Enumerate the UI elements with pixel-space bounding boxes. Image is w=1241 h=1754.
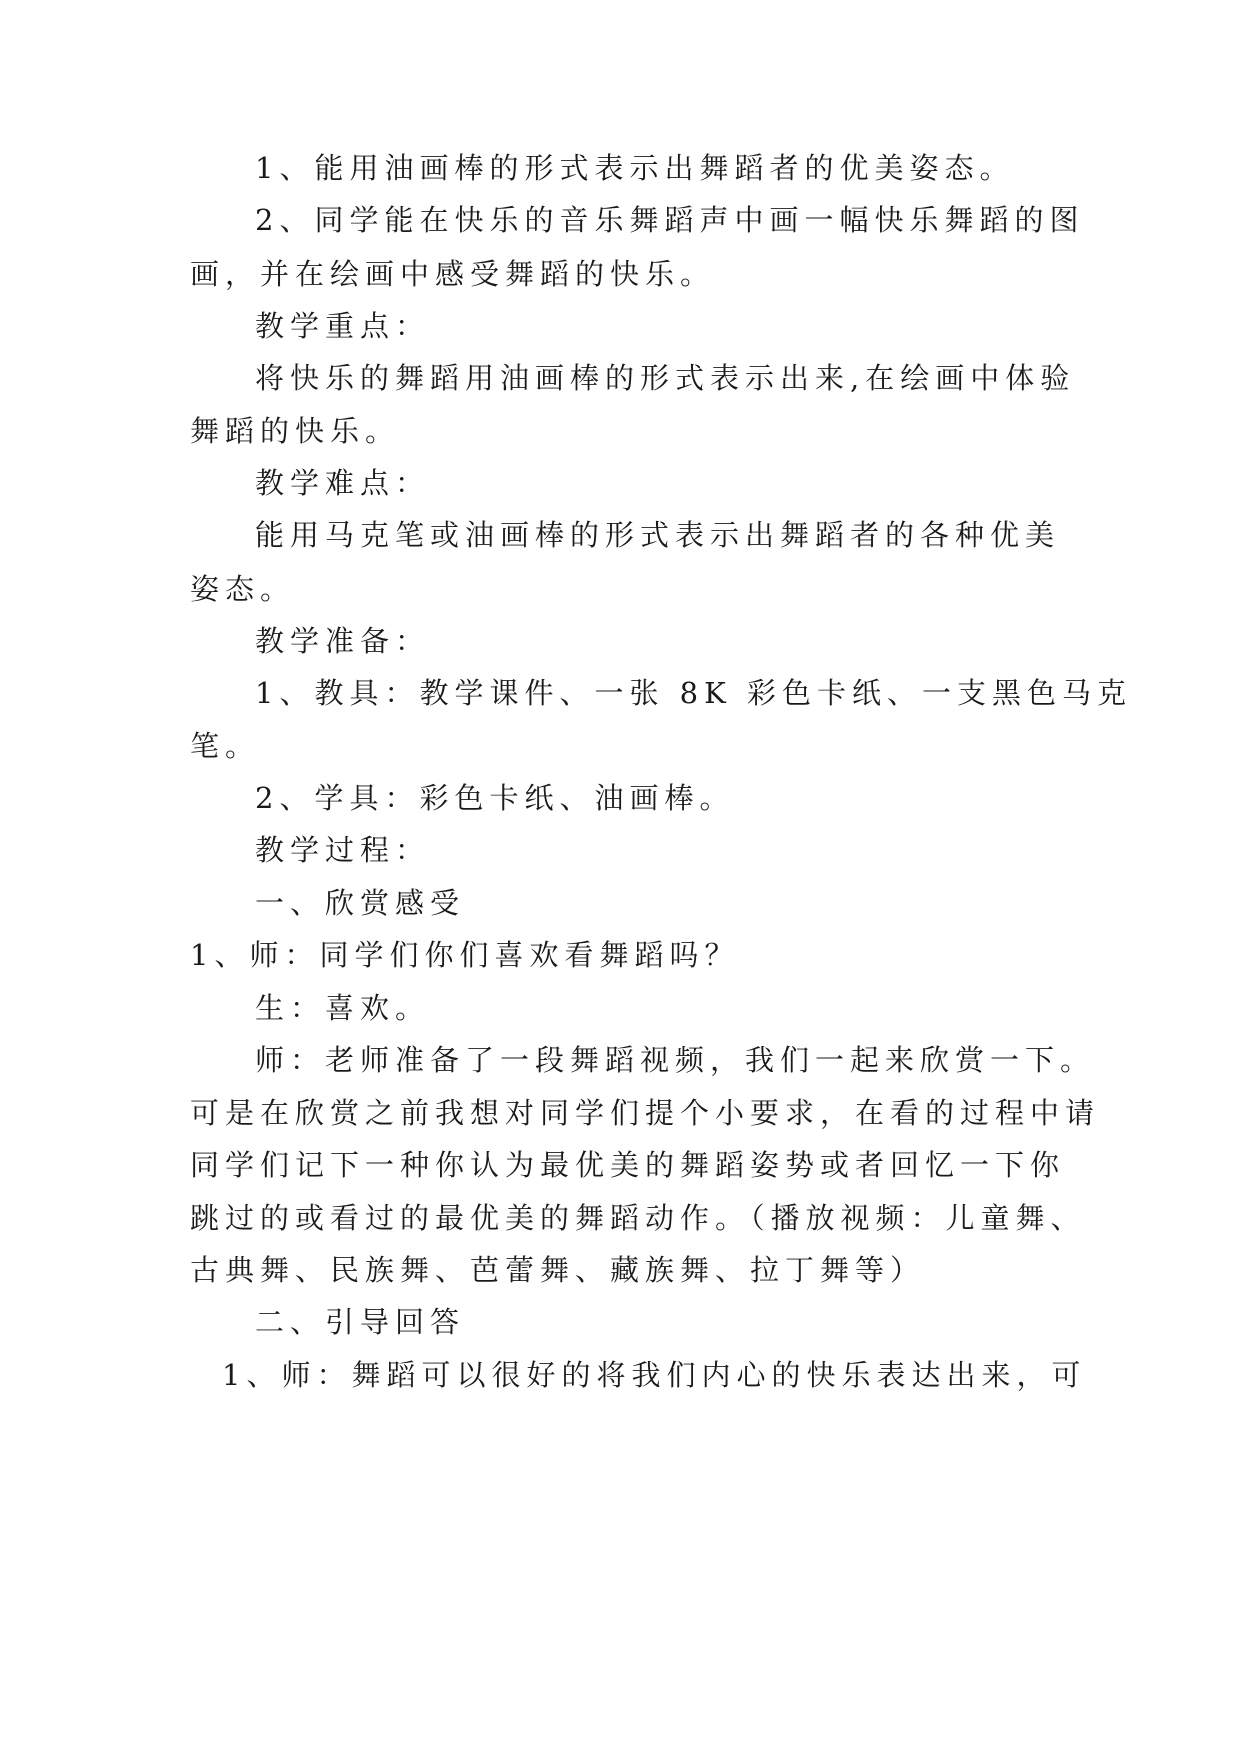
text-line: 1、师：舞蹈可以很好的将我们内心的快乐表达出来，可	[222, 1358, 1087, 1392]
section-heading: 教学过程：	[255, 833, 431, 867]
text-line: 1、能用油画棒的形式表示出舞蹈者的优美姿态。	[255, 151, 1015, 185]
text-line: 姿态。	[190, 572, 296, 606]
section-heading: 教学重点：	[255, 309, 431, 343]
text-line: 生：喜欢。	[255, 991, 431, 1025]
text-line: 画，并在绘画中感受舞蹈的快乐。	[190, 257, 716, 291]
text-line: 可是在欣赏之前我想对同学们提个小要求，在看的过程中请	[190, 1096, 1101, 1130]
section-heading: 一、欣赏感受	[255, 886, 466, 920]
text-line: 2、学具：彩色卡纸、油画棒。	[255, 781, 735, 815]
section-heading: 教学难点：	[255, 466, 431, 500]
section-heading: 二、引导回答	[255, 1305, 466, 1339]
text-line: 师：老师准备了一段舞蹈视频，我们一起来欣赏一下。	[255, 1043, 1096, 1077]
text-line: 能用马克笔或油画棒的形式表示出舞蹈者的各种优美	[255, 518, 1061, 552]
text-line: 笔。	[190, 729, 261, 763]
text-line: 古典舞、民族舞、芭蕾舞、藏族舞、拉丁舞等）	[190, 1253, 926, 1287]
text-line: 同学们记下一种你认为最优美的舞蹈姿势或者回忆一下你	[190, 1148, 1066, 1182]
text-line: 2、同学能在快乐的音乐舞蹈声中画一幅快乐舞蹈的图	[255, 203, 1085, 237]
section-heading: 教学准备：	[255, 624, 431, 658]
text-line: 将快乐的舞蹈用油画棒的形式表示出来,在绘画中体验	[255, 361, 1076, 395]
text-line: 1、师：同学们你们喜欢看舞蹈吗？	[190, 938, 740, 972]
text-line: 1、教具：教学课件、一张 8K 彩色卡纸、一支黑色马克	[255, 676, 1133, 710]
text-line: 跳过的或看过的最优美的舞蹈动作。（播放视频：儿童舞、	[190, 1201, 1086, 1235]
text-line: 舞蹈的快乐。	[190, 414, 401, 448]
